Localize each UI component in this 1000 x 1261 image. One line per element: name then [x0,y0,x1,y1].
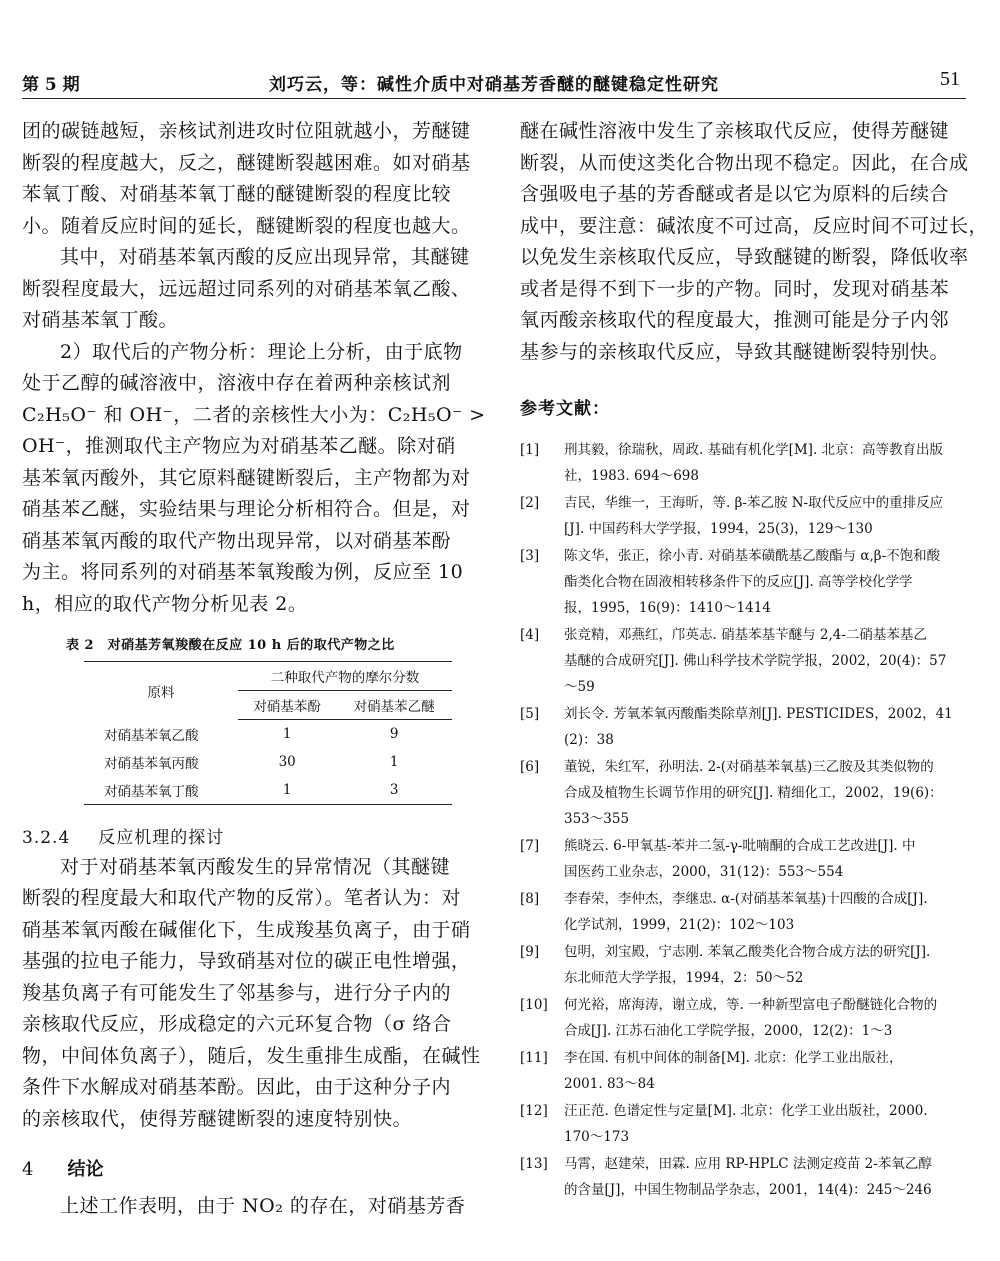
paragraph-continued [520,116,989,368]
reference-item [520,1098,980,1150]
reference-number: [11] [520,1050,548,1066]
reference-line: 张竞精，邓燕红，邝英志. 硝基苯基苄醚与 2,4-二硝基苯基乙 [564,627,927,643]
cell-value: 9 [389,725,399,742]
reference-item [520,1045,980,1097]
section-number: 4 [22,1159,34,1180]
paragraph-5 [22,1191,482,1223]
text-line: 以免发生亲核取代反应，导致醚键的断裂，降低收率 [520,246,969,268]
cell-value: 1 [389,753,399,770]
issue-label: 第 5 期 [22,75,80,95]
reference-line: 报，1995，16(9)：1410～1414 [564,600,771,616]
reference-number: [7] [520,838,540,854]
cell-value: 1 [238,776,336,805]
text-line: 其中，对硝基苯氧丙酸的反应出现异常，其醚键 [60,246,470,268]
section-4-heading [22,1155,482,1181]
cell-value: 1 [282,725,292,742]
reference-item [520,437,980,489]
reference-line: (2)：38 [564,732,614,748]
running-header [22,66,966,100]
cell-name: 对硝基苯氧丁酸 [84,776,238,805]
reference-line: 何光裕，席海涛，谢立成，等. 一种新型富电子酚醚链化合物的 [564,997,938,1013]
table-row [84,776,452,805]
text-line: 处于乙醇的碱溶液中，溶液中存在着两种亲核试剂 [22,372,452,394]
section-title: 结论 [67,1159,104,1180]
col-header-ether: 对硝基苯乙醚 [336,691,452,720]
reference-number: [12] [520,1103,548,1119]
paragraph-1 [22,116,482,242]
reference-line: 170～173 [564,1129,630,1145]
section-3-2-4-heading [22,823,482,848]
text-line: 硝基苯乙醚，实验结果与理论分析相符合。但是，对 [22,498,471,520]
reference-line: 的含量[J]，中国生物制品学杂志，2001，14(4)：245～246 [564,1182,932,1198]
reference-item [520,543,980,621]
product-ratio-table [84,661,452,805]
col-header-group: 二种取代产物的摩尔分数 [238,662,452,691]
reference-line: 基醚的合成研究[J]. 佛山科学技术学院学报，2002，20(4)：57 [564,653,947,669]
reference-line: 353～355 [564,811,630,827]
reference-item [520,886,980,938]
reference-number: [13] [520,1156,548,1172]
cell-value: 3 [336,776,452,805]
col-header-raw: 原料 [84,662,238,720]
text-line: 硝基苯氧丙酸的取代产物出现异常，以对硝基苯酚 [22,529,452,552]
table-caption: 表 2 对硝基芳氧羧酸在反应 10 h 后的取代产物之比 [66,638,395,653]
paragraph-2 [22,242,482,337]
reference-line: 熊晓云. 6-甲氧基-苯并二氢-γ-吡喃酮的合成工艺改进[J]. 中 [564,838,916,854]
text-line: 苯氧丁酸、对硝基苯氧丁醚的醚键断裂的程度比较 [22,183,452,205]
text-line: 断裂程度最大，远远超过同系列的对硝基苯氧乙酸、 [22,277,471,300]
text-line: 团的碳链越短，亲核试剂进攻时位阻就越小，芳醚键 [22,120,471,142]
reference-item [520,833,980,885]
reference-list [520,437,980,1203]
reference-line: 化学试剂，1999，21(2)：102～103 [564,917,795,933]
reference-line: 社，1983. 694～698 [564,468,699,484]
text-line: 对硝基苯氧丁酸。 [22,309,179,331]
text-line: 条件下水解成对硝基苯酚。因此，由于这种分子内 [22,1076,452,1098]
text-line: 基强的拉电子能力，导致硝基对位的碳正电性增强， [22,950,471,972]
cell-name: 对硝基苯氧丙酸 [104,755,199,772]
paragraph-4 [22,852,482,1136]
reference-number: [10] [520,997,548,1013]
reference-number: [4] [520,627,540,643]
reference-line: 酯类化合物在固液相转移条件下的反应[J]. 高等学校化学学 [564,574,913,590]
reference-line: 东北师范大学学报，1994，2：50～52 [564,970,804,986]
text-line: 小。随着反应时间的延长，醚键断裂的程度也越大。 [22,214,471,237]
text-line: 断裂的程度最大和取代产物的反常）。笔者认为：对 [22,887,462,909]
table-row [84,748,452,776]
reference-item [520,939,980,991]
text-line: C₂H₅O⁻ 和 OH⁻，二者的亲核性大小为：C₂H₅O⁻ > [22,403,486,426]
col-header-phenol: 对硝基苯酚 [238,691,336,720]
text-line: 或者是得不到下一步的产物。同时，发现对硝基苯 [520,277,950,300]
text-line: h，相应的取代产物分析见表 2。 [22,592,308,615]
reference-number: [9] [520,944,540,960]
reference-line: [J]. 中国药科大学学报，1994，25(3)，129～130 [564,521,873,537]
table-row [84,720,452,748]
reference-item [520,754,980,832]
reference-line: 刑其毅，徐瑞秋，周政. 基础有机化学[M]. 北京：高等教育出版 [564,442,944,458]
reference-number: [8] [520,891,540,907]
reference-line: 2001. 83～84 [564,1076,655,1092]
reference-line: ～59 [564,679,595,695]
text-line: 上述工作表明，由于 NO₂ 的存在，对硝基芳香 [60,1195,466,1217]
reference-line: 李春荣，李仲杰，李继忠. α-(对硝基苯氧基)十四酸的合成[J]. [564,891,928,907]
text-line: 基苯氧丙酸外，其它原料醚键断裂后，主产物都为对 [22,466,471,489]
reference-item [520,490,980,542]
text-line: 2）取代后的产物分析：理论上分析，由于底物 [60,340,463,363]
text-line: 对于对硝基苯氧丙酸发生的异常情况（其醚键 [60,855,451,878]
page-number: 51 [940,68,960,90]
paragraph-3 [22,337,486,621]
right-column [520,116,989,1204]
text-line: 硝基苯氧丙酸在碱催化下，生成羧基负离子，由于硝 [22,918,471,941]
reference-item [520,992,980,1044]
text-line: 断裂的程度越大，反之，醚键断裂越困难。如对硝基 [22,151,471,174]
text-line: 为主。将同系列的对硝基苯氧羧酸为例，反应至 10 [22,561,464,583]
text-line: OH⁻，推测取代主产物应为对硝基苯乙醚。除对硝 [22,435,456,457]
reference-number: [5] [520,706,540,722]
reference-line: 李在国. 有机中间体的制备[M]. 北京：化学工业出版社， [564,1050,903,1066]
text-line: 亲核取代反应，形成稳定的六元环复合物（σ 络合 [22,1013,452,1035]
reference-line: 董锐，朱红军，孙明法. 2-(对硝基苯氧基)三乙胺及其类似物的 [564,759,934,775]
text-line: 断裂，从而使这类化合物出现不稳定。因此，在合成 [520,151,969,174]
reference-line: 汪正范. 色谱定性与定量[M]. 北京：化学工业出版社，2000. [564,1103,928,1119]
section-number: 3.2.4 [22,827,71,848]
cell-value: 30 [278,753,296,770]
reference-item [520,622,980,700]
reference-line: 刘长令. 芳氧苯氧丙酸酯类除草剂[J]. PESTICIDES，2002，41 [564,706,953,722]
reference-line: 吉民，华维一，王海昕，等. β-苯乙胺 N-取代反应中的重排反应 [564,495,944,511]
reference-line: 合成及植物生长调节作用的研究[J]. 精细化工，2002，19(6)： [564,785,943,801]
text-line: 含强吸电子基的芳香醚或者是以它为原料的后续合 [520,183,950,205]
reference-number: [1] [520,442,540,458]
text-line: 醚在碱性溶液中发生了亲核取代反应，使得芳醚键 [520,120,950,142]
left-column [22,116,486,1223]
text-line: 羧基负离子有可能发生了邻基参与，进行分子内的 [22,981,452,1004]
text-line: 氧丙酸亲核取代的程度最大，推测可能是分子内邻 [520,309,950,331]
reference-line: 国医药工业杂志，2000，31(12)：553～554 [564,864,844,880]
text-line: 基参与的亲核取代反应，导致其醚键断裂特别快。 [520,340,950,363]
reference-line: 马霄，赵建荣，田霖. 应用 RP-HPLC 法测定疫苗 2-苯氧乙醇 [564,1156,932,1172]
reference-item [520,1151,980,1203]
text-line: 的亲核取代，使得芳醚键断裂的速度特别快。 [22,1107,413,1130]
running-title: 刘巧云，等：碱性介质中对硝基芳香醚的醚键稳定性研究 [269,75,719,95]
table-2 [22,634,482,805]
reference-line: 合成[J]. 江苏石油化工学院学报，2000，12(2)：1～3 [564,1023,893,1039]
reference-line: 陈文华，张正，徐小青. 对硝基苯磺酰基乙酸酯与 α,β-不饱和酸 [564,548,941,564]
reference-number: [2] [520,495,540,511]
references-heading: 参考文献： [520,399,610,419]
reference-number: [6] [520,759,540,775]
text-line: 成中，要注意：碱浓度不可过高，反应时间不可过长， [520,214,989,237]
reference-number: [3] [520,548,540,564]
header-rule [22,98,966,99]
text-line: 物，中间体负离子），随后，发生重排生成酯，在碱性 [22,1044,481,1067]
cell-name: 对硝基苯氧乙酸 [104,727,199,744]
section-title: 反应机理的探讨 [98,827,225,848]
reference-line: 包明，刘宝殿，宁志刚. 苯氧乙酸类化合物合成方法的研究[J]. [564,944,931,960]
reference-item [520,701,980,753]
